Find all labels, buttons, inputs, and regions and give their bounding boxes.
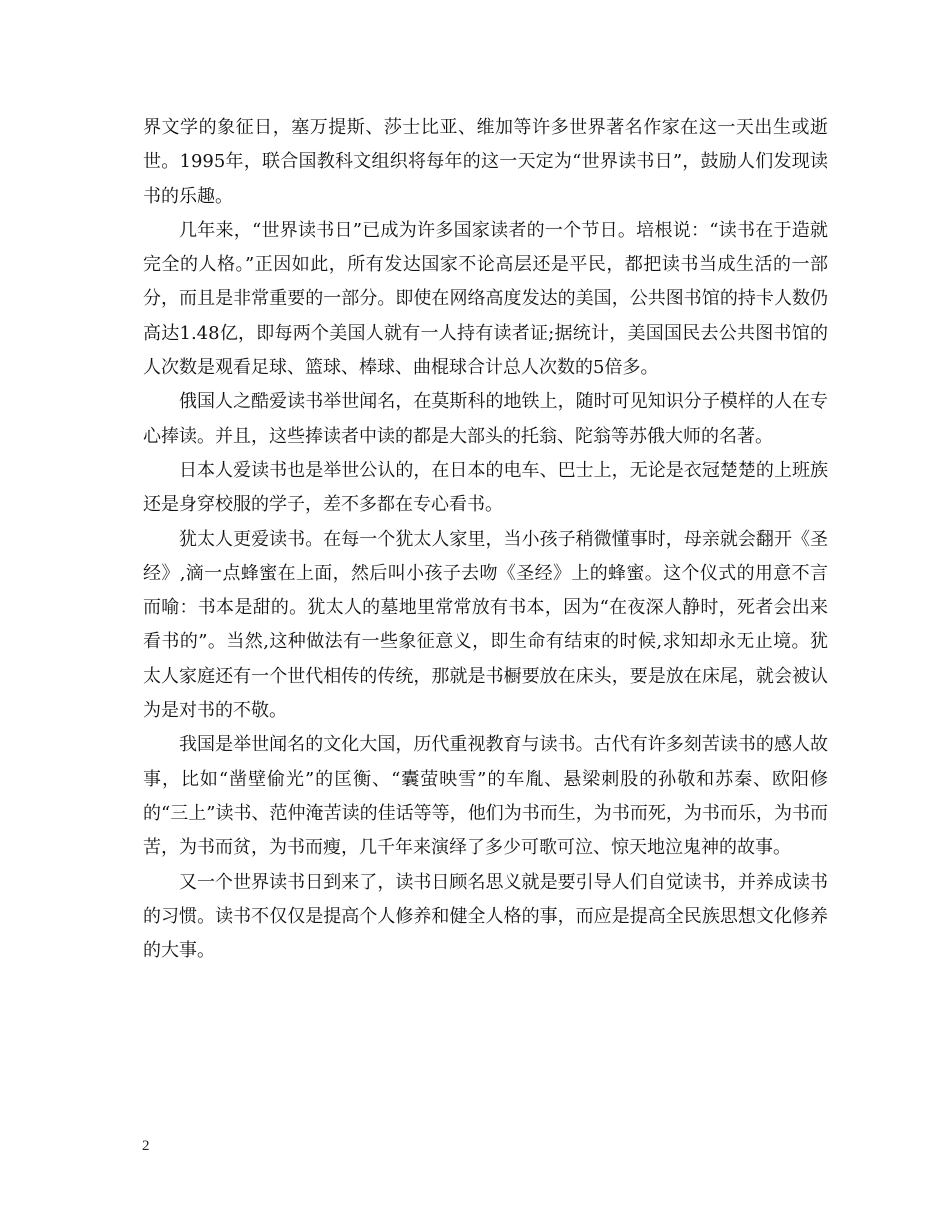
paragraph-world-book-day: 几年来，“世界读书日”已成为许多国家读者的一个节日。培根说：“读书在于造就完全的人格。”正因如此，所有发达国家不论高层还是平民，都把读书当成生活的一部分，而且是非常重要的一部分。即使在网络高度发达的美国，公共图书馆的持卡人数仍高达1.48亿，即每两个美国人就有一人持有读者证;据统计，美国国民去公共图书馆的人次数是观看足球、篮球、棒球、曲棍球合计总人次数的5倍多。 [143, 219, 828, 379]
paragraph-russia: 俄国人之酷爱读书举世闻名，在莫斯科的地铁上，随时可见知识分子模样的人在专心捧读。并且，这些捧读者中读的都是大部头的托翁、陀翁等苏俄大师的名著。 [143, 391, 828, 447]
paragraph-jewish: 犹太人更爱读书。在每一个犹太人家里，当小孩子稍微懂事时，母亲就会翻开《圣经》,滴一点蜂蜜在上面，然后叫小孩子去吻《圣经》上的蜂蜜。这个仪式的用意不言而喻：书本是甜的。犹太人的墓地里常常放有书本，因为“在夜深人静时，死者会出来看书的”。当然,这种做法有一些象征意义，即生命有结束的时候,求知却永无止境。犹太人家庭还有一个世代相传的传统，那就是书橱要放在床头，要是放在床尾，就会被认为是对书的不敬。 [143, 528, 828, 722]
paragraph-china: 我国是举世闻名的文化大国，历代重视教育与读书。古代有许多刻苦读书的感人故事，比如“凿壁偷光”的匡衡、“囊萤映雪”的车胤、悬梁刺股的孙敬和苏秦、欧阳修的“三上”读书、范仲淹苦读的佳话等等，他们为书而生，为书而死，为书而乐，为书而苦，为书而贫，为书而瘦，几千年来演绎了多少可歌可泣、惊天地泣鬼神的故事。 [143, 734, 828, 859]
paragraph-continuation: 界文学的象征日，塞万提斯、莎士比亚、维加等许多世界著名作家在这一天出生或逝世。1995年，联合国教科文组织将每年的这一天定为“世界读书日”，鼓励人们发现读书的乐趣。 [143, 117, 828, 207]
paragraph-conclusion: 又一个世界读书日到来了，读书日顾名思义就是要引导人们自觉读书，并养成读书的习惯。读书不仅仅是提高个人修养和健全人格的事，而应是提高全民族思想文化修养的大事。 [143, 871, 828, 962]
page-number: 2 [142, 1138, 150, 1154]
paragraph-japan: 日本人爱读书也是举世公认的，在日本的电车、巴士上，无论是衣冠楚楚的上班族还是身穿校服的学子，差不多都在专心看书。 [143, 459, 828, 516]
document-body [143, 111, 828, 968]
